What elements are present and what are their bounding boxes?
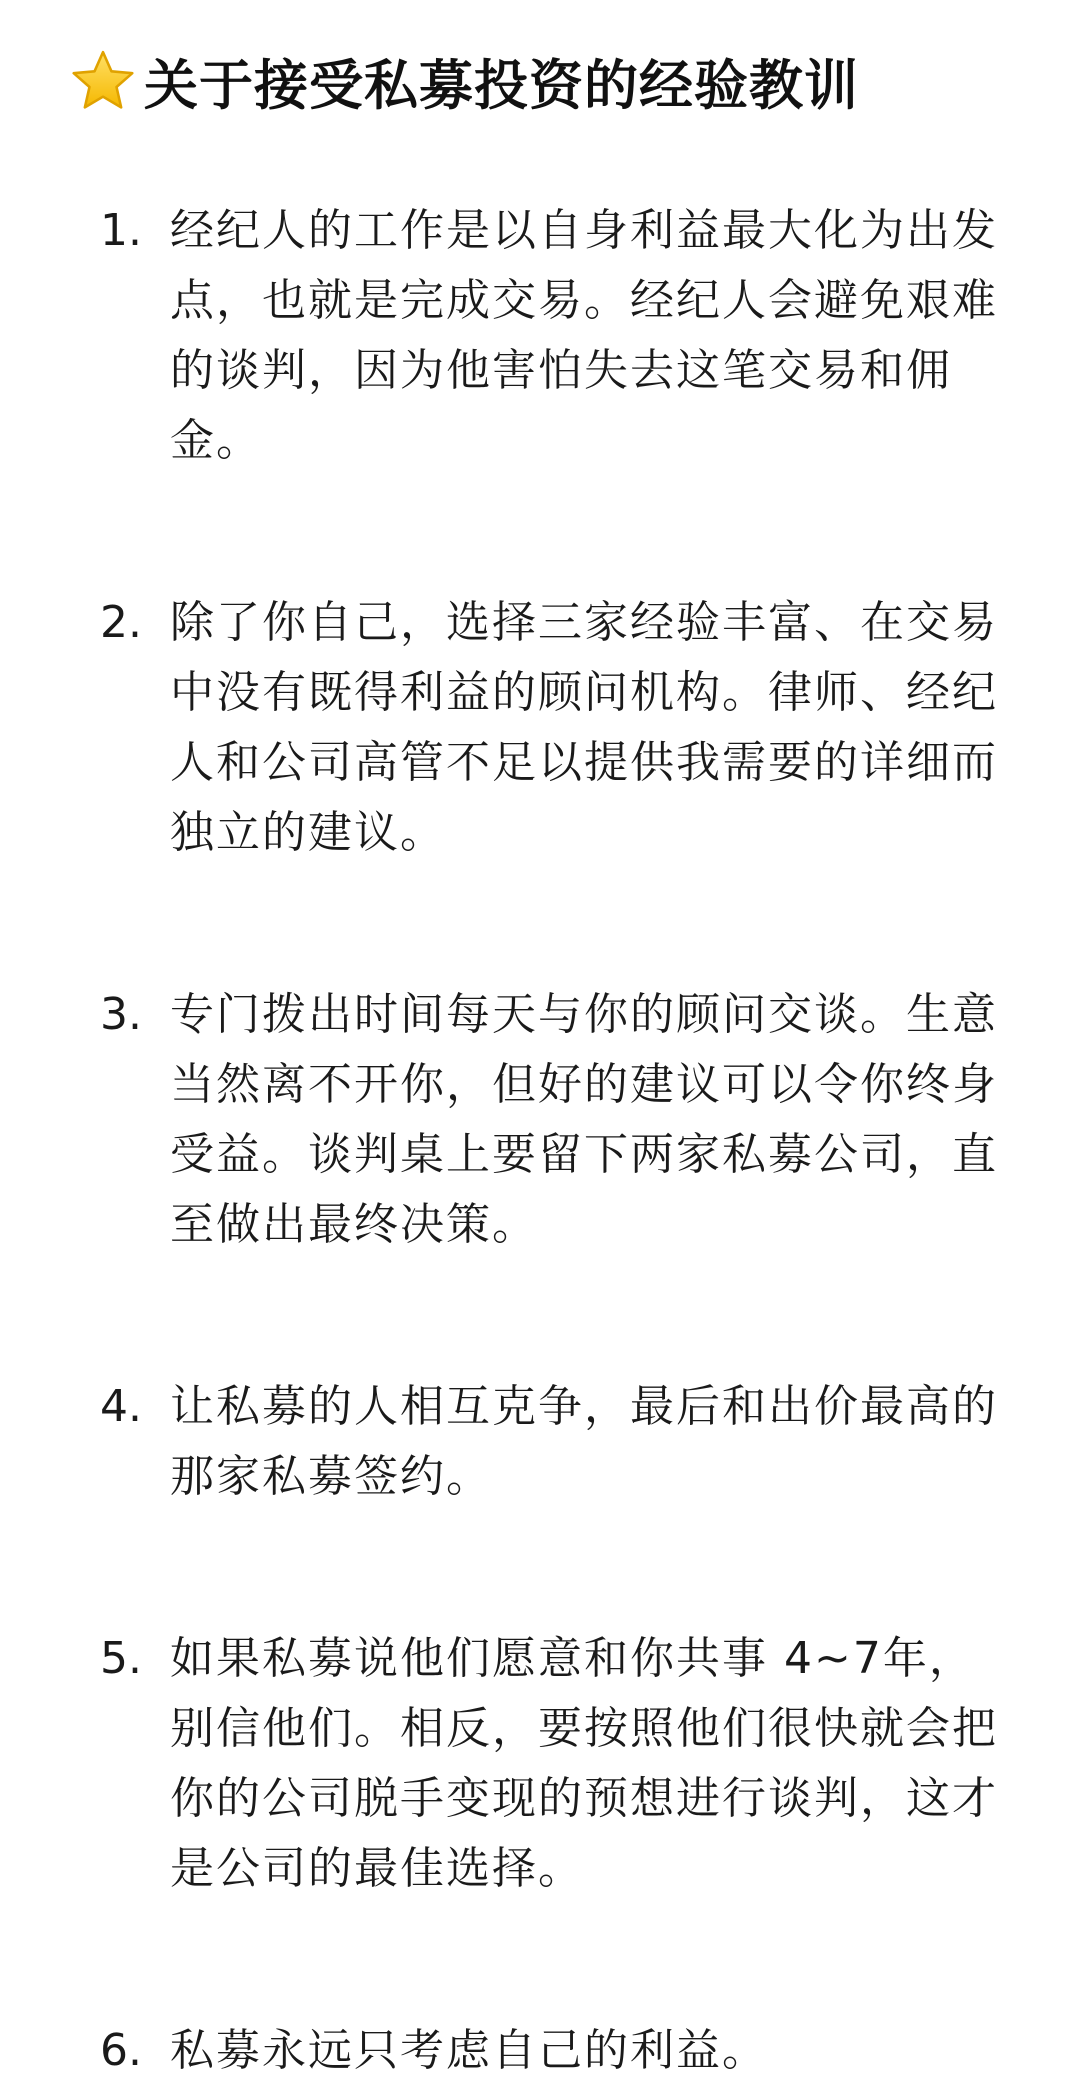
list-item-text: 私募永远只考虑自己的利益。: [170, 2025, 768, 2076]
list-item-number: 3.: [100, 989, 142, 1040]
star-icon: [70, 48, 136, 114]
list-item-number: 1.: [100, 205, 142, 256]
list-item: [100, 196, 1000, 476]
list-item: [100, 1372, 1000, 1512]
list-item-text: 专门拨出时间每天与你的顾问交谈。生意当然离不开你，但好的建议可以令你终身受益。谈判桌上要留下两家私募公司，直至做出最终决策。: [170, 989, 998, 1250]
title-row: [70, 38, 1040, 124]
list-item: [100, 588, 1000, 868]
list-item: [100, 2016, 1000, 2086]
lessons-list: [100, 196, 1000, 2086]
list-item-text: 经纪人的工作是以自身利益最大化为出发点，也就是完成交易。经纪人会避免艰难的谈判，因为他害怕失去这笔交易和佣金。: [170, 205, 998, 466]
page-title: 关于接受私募投资的经验教训: [144, 53, 859, 117]
list-item-text: 如果私募说他们愿意和你共事 4~7年，别信他们。相反，要按照他们很快就会把你的公司脱手变现的预想进行谈判，这才是公司的最佳选择。: [170, 1633, 998, 1894]
list-item-number: 5.: [100, 1633, 142, 1684]
list-item: [100, 1624, 1000, 1904]
list-item-text: 让私募的人相互克争，最后和出价最高的那家私募签约。: [170, 1381, 998, 1502]
list-item-number: 6.: [100, 2025, 142, 2076]
list-item: [100, 980, 1000, 1260]
list-item-number: 2.: [100, 597, 142, 648]
list-item-number: 4.: [100, 1381, 142, 1432]
list-item-text: 除了你自己，选择三家经验丰富、在交易中没有既得利益的顾问机构。律师、经纪人和公司高管不足以提供我需要的详细而独立的建议。: [170, 597, 998, 858]
